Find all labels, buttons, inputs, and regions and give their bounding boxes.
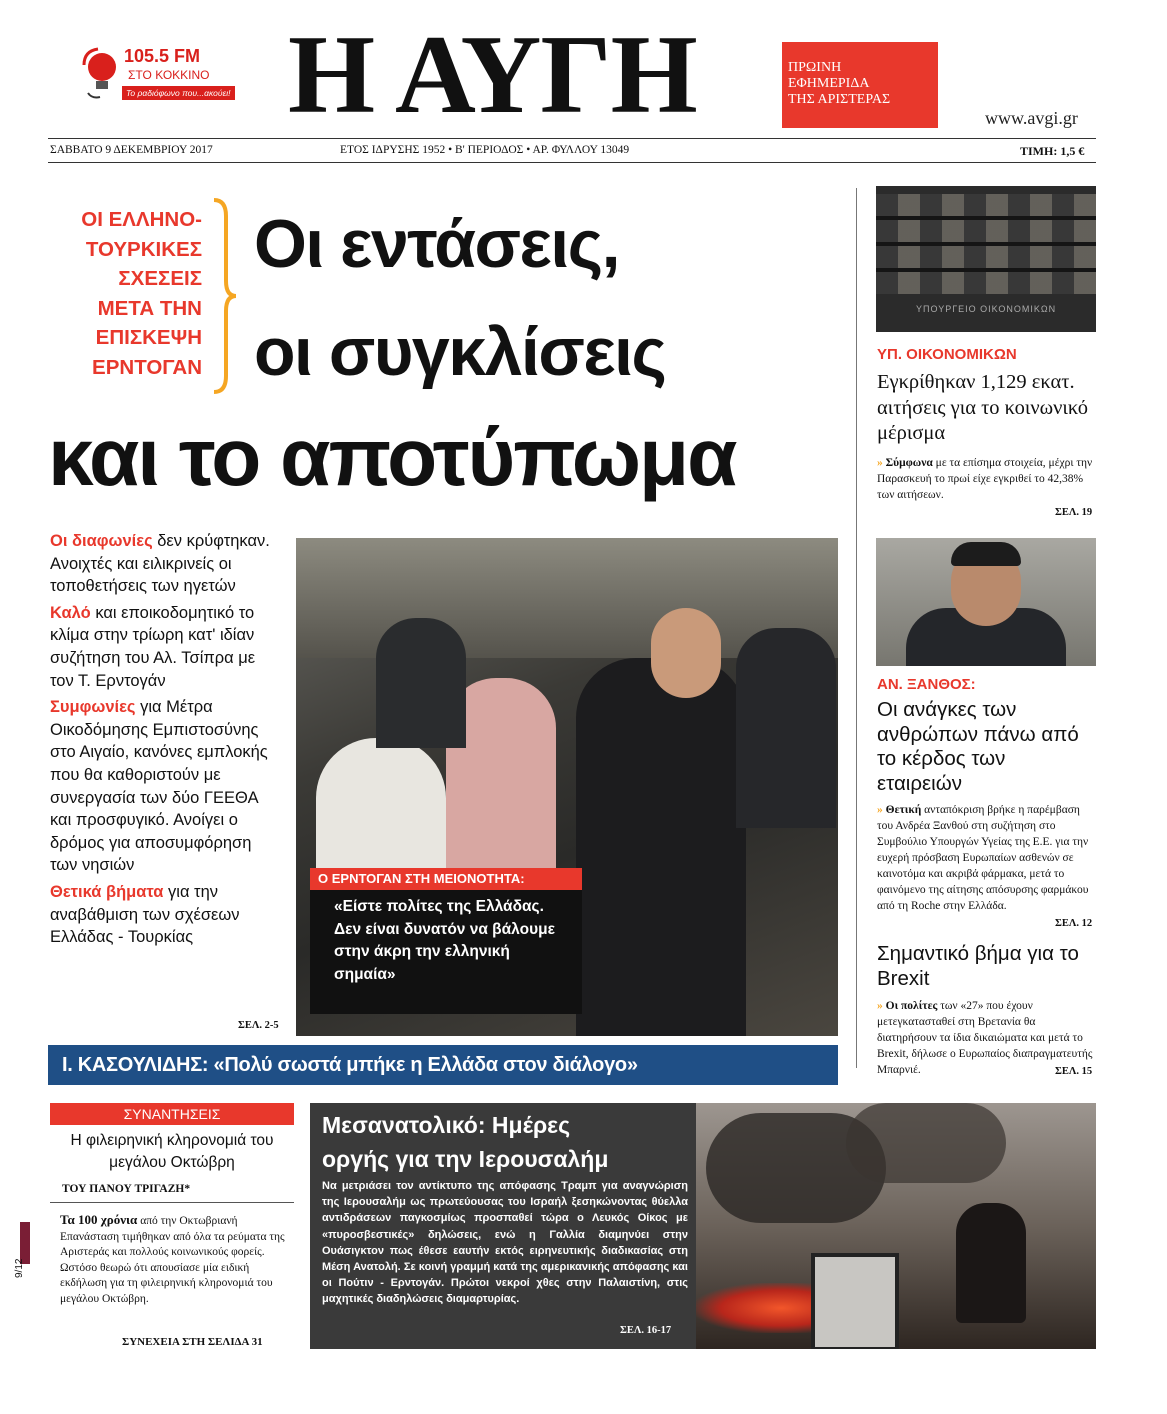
mideast-photo	[696, 1103, 1096, 1349]
mideast-body: Να μετριάσει τον αντίκτυπο της απόφασης Τραμπ για αναγνώριση της Ιερουσαλήμ ως πρωτεύουσας του Ισραήλ ξεσηκώνοντας θύελλα αντιδράσεων παγκοσμίως προσπαθεί τώρα ο Λευκός Οίκος με «πυροσβεστικές» δηλώσεις, ενώ η Γαλλία διαμηνύει στην Ουάσιγκτον πως έθεσε εαυτήν εκτός ειρηνευτικής διαδικασίας στη Μέση Ανατολή. Σε κοινή γραμμή κατά της αμερικανικής απόφασης και οι Πούτιν - Ερντογάν. Πρώτοι νεκροί χθες στην Παλαιστίνη, στις μαχητικές διαδηλώσεις διαμαρτυρίας.	[322, 1180, 688, 1306]
lead-points	[50, 530, 282, 949]
kicker-line-2: ΤΟΥΡΚΙΚΕΣ	[85, 237, 202, 261]
opinion-continue[interactable]: ΣΥΝΕΧΕΙΑ ΣΤΗ ΣΕΛΙΔΑ 31	[122, 1336, 263, 1348]
story3-lead-em: Οι πολίτες	[885, 1000, 938, 1012]
opinion-lead-em: Τα 100 χρόνια	[60, 1212, 138, 1227]
lead-page-ref: ΣΕΛ. 2-5	[238, 1020, 279, 1031]
kicker-line-5: ΕΠΙΣΚΕΨΗ	[95, 326, 202, 349]
opinion-label: ΣΥΝΑΝΤΗΣΕΙΣ	[50, 1103, 294, 1125]
xanthos-hair	[951, 542, 1021, 566]
story3-lead-text: των «27» που έχουν μετεγκατασταθεί στη Βρετανία θα διατηρήσουν τα ίδια δικαιώματα και μετά το Brexit, δήλωσε ο Ευρωπαίος διαπραγματευτής Μπαρνιέ.	[877, 1000, 1093, 1076]
arrow-icon: »	[877, 1000, 883, 1012]
radio-frequency: 105.5 FM	[124, 46, 201, 66]
photo-caption-title: Ο ΕΡΝΤΟΓΑΝ ΣΤΗ ΜΕΙΟΝΟΤΗΤΑ:	[310, 868, 582, 890]
lead-point-3	[50, 696, 282, 877]
story2-lead-em: Θετική	[885, 804, 922, 816]
kicker-line-4: ΜΕΤΑ ΤΗΝ	[97, 296, 202, 320]
story1-kicker: ΥΠ. ΟΙΚΟΝΟΜΙΚΩΝ	[877, 346, 1017, 363]
story2-headline: Οι ανάγκες των ανθρώπων πάνω από το κέρδος των εταιρειών	[877, 698, 1079, 795]
radio-bulb-icon	[80, 45, 120, 101]
issue-date: ΣΑΒΒΑΤΟ 9 ΔΕΚΕΜΒΡΙΟΥ 2017	[50, 144, 213, 156]
opinion-rule	[50, 1202, 294, 1203]
arrow-icon: »	[877, 457, 883, 469]
lead-point-4-text: για την αναβάθμιση των σχέσεων Ελλάδας - Τουρκίας	[50, 882, 240, 947]
opinion-lead-text: από την Οκτωβριανή Επανάσταση τιμήθηκαν από όλα τα ρεύματα της Αριστεράς και πολλούς κοινωνικούς φορείς. Ωστόσο θεωρώ ότι απουσίασε μία ειδική εκδήλωση για τη φιλειρηνική κληρονομιά του μεγάλου Οκτώβρη.	[60, 1215, 285, 1305]
lead-kicker	[50, 205, 202, 382]
lead-point-2-em: Καλό	[50, 603, 91, 622]
opinion-title: Η φιλειρηνική κληρονομιά του μεγάλου Οκτώβρη	[70, 1132, 274, 1171]
website-url[interactable]: www.avgi.gr	[985, 108, 1078, 128]
lead-point-4-em: Θετικά βήματα	[50, 882, 164, 901]
headline-line-3: και το αποτύπωμα	[48, 412, 736, 503]
building-floors	[876, 194, 1096, 294]
story2-page-ref: ΣΕΛ. 12	[1055, 918, 1093, 929]
kicker-brace	[210, 196, 240, 396]
story1-page-ref: ΣΕΛ. 19	[1055, 507, 1093, 518]
story2-kicker: ΑΝ. ΞΑΝΘΟΣ:	[877, 676, 976, 693]
lead-point-1	[50, 530, 282, 598]
protester-shield	[811, 1253, 899, 1349]
protester-figure	[956, 1203, 1026, 1323]
radio-name: ΣΤΟ ΚΟΚΚΙΝΟ	[128, 68, 210, 82]
lead-point-2-text: και εποικοδομητικό το κλίμα στην τρίωρη κατ' ιδίαν συζήτηση του Αλ. Τσίπρα με τον Τ. Ερντογάν	[50, 603, 256, 690]
opinion-author: ΤΟΥ ΠΑΝΟΥ ΤΡΙΓΑΖΗ*	[62, 1183, 191, 1195]
sidebar-divider	[856, 188, 857, 1068]
photo-figure-right	[736, 628, 836, 828]
radio-tagline: Το ραδιόφωνο που...ακούει!	[122, 86, 235, 100]
kicker-line-3: ΣΧΕΣΕΙΣ	[118, 267, 202, 290]
story1-lead-em: Σύμφωνα	[885, 457, 933, 469]
photo-caption-box	[310, 868, 582, 1014]
xanthos-photo	[876, 538, 1096, 666]
mideast-page-ref: ΣΕΛ. 16-17	[620, 1325, 672, 1336]
tagline-line-1: ΠΡΩΙΝΗ	[788, 60, 842, 75]
headline-line-1: Οι εντάσεις,	[254, 206, 619, 282]
story3-headline: Σημαντικό βήμα για το Brexit	[877, 942, 1079, 990]
lead-point-3-em: Συμφωνίες	[50, 698, 136, 717]
newspaper-title: Η ΑΥΓΗ	[288, 13, 697, 137]
building-sign: ΥΠΟΥΡΓΕΙΟ ΟΙΚΟΝΟΜΙΚΩΝ	[916, 304, 1057, 314]
lead-point-1-text: δεν κρύφτηκαν. Ανοιχτές και ειλικρινείς οι τοποθετήσεις των ηγετών	[50, 532, 270, 596]
kicker-line-1: ΟΙ ΕΛΛΗΝΟ-	[81, 208, 202, 231]
kicker-line-6: ΕΡΝΤΟΓΑΝ	[92, 355, 202, 379]
story1-lead	[877, 455, 1097, 503]
photo-caption-quote: «Είστε πολίτες της Ελλάδας. Δεν είναι δυνατόν να βάλουμε στην άκρη την ελληνική σημαία»	[334, 898, 555, 983]
story1-lead-text: με τα επίσημα στοιχεία, μέχρι την Παρασκευή το πρωί είχε εγκριθεί το 42,38% των αιτήσεων.	[877, 457, 1093, 501]
photo-figure-center	[576, 658, 746, 1036]
arrow-icon: »	[877, 804, 883, 816]
tagline-line-2: ΕΦΗΜΕΡΙΔΑ	[788, 76, 870, 91]
story2-lead-text: ανταπόκριση βρήκε η παρέμβαση του Ανδρέα Ξανθού στη συζήτηση στο Συμβούλιο Υπουργών Υγείας της Ε.Ε. για την ευχερή πρόσβαση Ευρωπαίων ασθενών σε καινοτόμα και ακριβά φάρμακα, μετά το φαινόμενο της αίτησης απόσυρσης φαρμάκου από τη Roche στην Ελλάδα.	[877, 804, 1089, 912]
photo-figure-left	[376, 618, 466, 748]
price: ΤΙΜΗ: 1,5 €	[1020, 144, 1085, 158]
photo-face-center	[651, 608, 721, 698]
lead-point-4	[50, 881, 282, 949]
lead-point-3-text: για Μέτρα Οικοδόμησης Εμπιστοσύνης στο Αιγαίο, κανόνες εμπλοκής που θα καθοριστούν με συνεργασία των δύο ΓΕΕΘΑ και προσφυγικό. Ανοίγει ο δρόμος για αποσυμφόρηση των νησιών	[50, 698, 268, 875]
lead-point-2	[50, 602, 282, 692]
story3-page-ref: ΣΕΛ. 15	[1055, 1066, 1093, 1077]
smoke-cloud-2	[846, 1103, 1006, 1183]
masthead-rule-bottom	[48, 162, 1096, 163]
opinion-lead	[60, 1212, 286, 1308]
mideast-headline-line-1: Μεσανατολικό: Ημέρες	[322, 1112, 571, 1138]
ministry-photo	[876, 186, 1096, 332]
banner-text: Ι. ΚΑΣΟΥΛΙΔΗΣ: «Πολύ σωστά μπήκε η Ελλάδα στον διάλογο»	[62, 1054, 638, 1076]
masthead-tagline-box	[782, 42, 938, 128]
mideast-headline	[322, 1108, 702, 1176]
lead-headline	[254, 190, 854, 406]
edge-date: 9/12	[14, 1258, 25, 1278]
lead-point-1-em: Οι διαφωνίες	[50, 532, 153, 550]
radio-logo	[80, 40, 250, 110]
mideast-headline-line-2: οργής για την Ιερουσαλήμ	[322, 1146, 609, 1172]
tagline-line-3: ΤΗΣ ΑΡΙΣΤΕΡΑΣ	[788, 92, 891, 107]
story1-headline: Εγκρίθηκαν 1,129 εκατ. αιτήσεις για το κοινωνικό μέρισμα	[877, 371, 1089, 444]
story2-lead	[877, 802, 1097, 914]
issue-info: ΕΤΟΣ ΙΔΡΥΣΗΣ 1952 • Β' ΠΕΡΙΟΔΟΣ • ΑΡ. ΦΥΛΛΟΥ 13049	[340, 144, 630, 156]
headline-line-2: οι συγκλίσεις	[254, 314, 666, 390]
masthead-rule	[48, 138, 1096, 139]
